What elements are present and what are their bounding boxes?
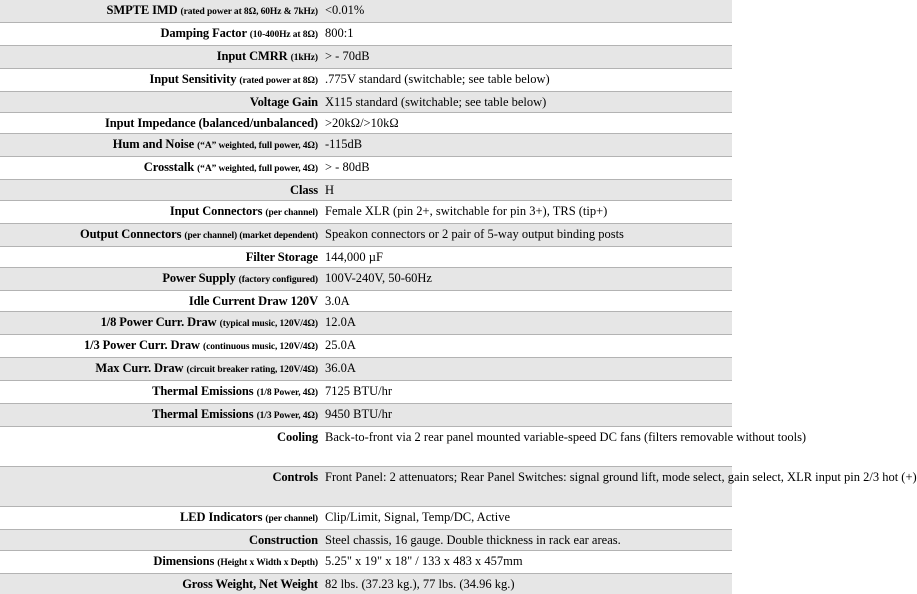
spec-row-weight xyxy=(0,574,732,594)
spec-qualifier: (circuit breaker rating, 120V/4Ω) xyxy=(187,365,318,375)
spec-label: Input Connectors xyxy=(170,204,263,218)
spec-value: Speakon connectors or 2 pair of 5-way output binding posts xyxy=(321,224,732,247)
spec-value: Front Panel: 2 attenuators; Rear Panel Switches: signal ground lift, mode select, gain select, XLR input pin 2/3 hot (+) xyxy=(321,467,732,507)
spec-row-thermal-emissions-third xyxy=(0,404,732,427)
spec-value: 3.0A xyxy=(321,291,732,312)
spec-qualifier: (per channel) (market dependent) xyxy=(184,231,318,241)
spec-row-voltage-gain xyxy=(0,92,732,113)
spec-label-cell xyxy=(0,134,321,157)
spec-value: .775V standard (switchable; see table below) xyxy=(321,69,732,92)
spec-label: Input Sensitivity xyxy=(149,72,236,86)
spec-qualifier: (factory configured) xyxy=(239,275,318,285)
spec-qualifier: (per channel) xyxy=(265,514,318,524)
spec-qualifier: (per channel) xyxy=(265,208,318,218)
spec-label-cell xyxy=(0,574,321,594)
spec-row-input-cmrr xyxy=(0,46,732,69)
spec-value: Steel chassis, 16 gauge. Double thickness in rack ear areas. xyxy=(321,530,732,551)
spec-row-output-connectors xyxy=(0,224,732,247)
spec-qualifier: (1kHz) xyxy=(291,53,318,63)
spec-qualifier: (10-400Hz at 8Ω) xyxy=(250,30,318,40)
spec-value: Clip/Limit, Signal, Temp/DC, Active xyxy=(321,507,732,530)
spec-label-cell xyxy=(0,551,321,574)
spec-qualifier: (1/3 Power, 4Ω) xyxy=(257,411,318,421)
spec-label-cell xyxy=(0,291,321,312)
spec-label: SMPTE IMD xyxy=(107,3,178,17)
spec-row-power-supply xyxy=(0,268,732,291)
spec-label-cell xyxy=(0,530,321,551)
spec-label-cell xyxy=(0,113,321,134)
spec-label-cell xyxy=(0,157,321,180)
spec-label: LED Indicators xyxy=(180,510,262,524)
spec-label-cell xyxy=(0,0,321,23)
spec-value: > - 70dB xyxy=(321,46,732,69)
spec-row-thermal-emissions-eighth xyxy=(0,381,732,404)
spec-row-third-power-draw xyxy=(0,335,732,358)
spec-label-cell xyxy=(0,69,321,92)
spec-row-smpte-imd xyxy=(0,0,732,23)
spec-label: Thermal Emissions xyxy=(152,384,253,398)
spec-row-hum-and-noise xyxy=(0,134,732,157)
spec-row-crosstalk xyxy=(0,157,732,180)
spec-qualifier: (rated power at 8Ω, 60Hz & 7kHz) xyxy=(181,7,318,17)
spec-label: Input CMRR xyxy=(217,49,288,63)
spec-row-controls xyxy=(0,467,732,507)
spec-value: X115 standard (switchable; see table below) xyxy=(321,92,732,113)
spec-label: 1/8 Power Curr. Draw xyxy=(101,315,217,329)
spec-qualifier: (“A” weighted, full power, 4Ω) xyxy=(197,141,318,151)
spec-label: Construction xyxy=(249,533,318,547)
spec-row-input-sensitivity xyxy=(0,69,732,92)
spec-qualifier: (rated power at 8Ω) xyxy=(239,76,318,86)
spec-label-cell xyxy=(0,23,321,46)
spec-value: >20kΩ/>10kΩ xyxy=(321,113,732,134)
spec-label: Thermal Emissions xyxy=(152,407,253,421)
spec-value: 12.0A xyxy=(321,312,732,335)
spec-label: Power Supply xyxy=(162,271,235,285)
spec-value: > - 80dB xyxy=(321,157,732,180)
spec-value: 800:1 xyxy=(321,23,732,46)
spec-qualifier: (continuous music, 120V/4Ω) xyxy=(203,342,318,352)
spec-value: 5.25" x 19" x 18" / 133 x 483 x 457mm xyxy=(321,551,732,574)
spec-value: 7125 BTU/hr xyxy=(321,381,732,404)
spec-value: 82 lbs. (37.23 kg.), 77 lbs. (34.96 kg.) xyxy=(321,574,732,594)
spec-label: Damping Factor xyxy=(160,26,246,40)
spec-label-cell xyxy=(0,427,321,467)
spec-label: Filter Storage xyxy=(246,250,318,264)
spec-qualifier: (1/8 Power, 4Ω) xyxy=(257,388,318,398)
spec-row-dimensions xyxy=(0,551,732,574)
spec-label-cell xyxy=(0,201,321,224)
spec-label: Voltage Gain xyxy=(250,95,318,109)
spec-value: 100V-240V, 50-60Hz xyxy=(321,268,732,291)
spec-label-cell xyxy=(0,180,321,201)
spec-row-damping-factor xyxy=(0,23,732,46)
spec-label: 1/3 Power Curr. Draw xyxy=(84,338,200,352)
spec-label-cell xyxy=(0,247,321,268)
spec-row-filter-storage xyxy=(0,247,732,268)
spec-value: Female XLR (pin 2+, switchable for pin 3+), TRS (tip+) xyxy=(321,201,732,224)
spec-label: Input Impedance (balanced/unbalanced) xyxy=(105,116,318,130)
spec-value: 9450 BTU/hr xyxy=(321,404,732,427)
spec-value: 144,000 µF xyxy=(321,247,732,268)
spec-label-cell xyxy=(0,467,321,507)
spec-label-cell xyxy=(0,335,321,358)
spec-row-idle-current-draw xyxy=(0,291,732,312)
spec-label: Output Connectors xyxy=(80,227,181,241)
spec-label-cell xyxy=(0,46,321,69)
spec-row-cooling xyxy=(0,427,732,467)
spec-value: Back-to-front via 2 rear panel mounted variable-speed DC fans (filters removable without tools) xyxy=(321,427,732,467)
spec-row-class xyxy=(0,180,732,201)
spec-label-cell xyxy=(0,92,321,113)
spec-label-cell xyxy=(0,507,321,530)
spec-label: Idle Current Draw 120V xyxy=(189,294,318,308)
spec-row-led-indicators xyxy=(0,507,732,530)
spec-value: 25.0A xyxy=(321,335,732,358)
spec-label: Class xyxy=(290,183,318,197)
spec-label: Controls xyxy=(272,470,318,484)
spec-label-cell xyxy=(0,268,321,291)
spec-value: 36.0A xyxy=(321,358,732,381)
spec-label: Cooling xyxy=(277,430,318,444)
spec-value: H xyxy=(321,180,732,201)
spec-label-cell xyxy=(0,358,321,381)
spec-label: Gross Weight, Net Weight xyxy=(182,577,318,591)
spec-row-construction xyxy=(0,530,732,551)
spec-label-cell xyxy=(0,224,321,247)
spec-qualifier: (“A” weighted, full power, 4Ω) xyxy=(197,164,318,174)
spec-qualifier: (Height x Width x Depth) xyxy=(217,558,318,568)
spec-row-input-connectors xyxy=(0,201,732,224)
spec-row-input-impedance xyxy=(0,113,732,134)
spec-row-max-current-draw xyxy=(0,358,732,381)
spec-label: Crosstalk xyxy=(144,160,194,174)
spec-value: <0.01% xyxy=(321,0,732,23)
spec-label-cell xyxy=(0,381,321,404)
spec-qualifier: (typical music, 120V/4Ω) xyxy=(220,319,318,329)
spec-label-cell xyxy=(0,312,321,335)
spec-row-eighth-power-draw xyxy=(0,312,732,335)
spec-label-cell xyxy=(0,404,321,427)
spec-label: Hum and Noise xyxy=(113,137,194,151)
spec-label: Max Curr. Draw xyxy=(95,361,183,375)
spec-label: Dimensions xyxy=(153,554,214,568)
spec-value: -115dB xyxy=(321,134,732,157)
